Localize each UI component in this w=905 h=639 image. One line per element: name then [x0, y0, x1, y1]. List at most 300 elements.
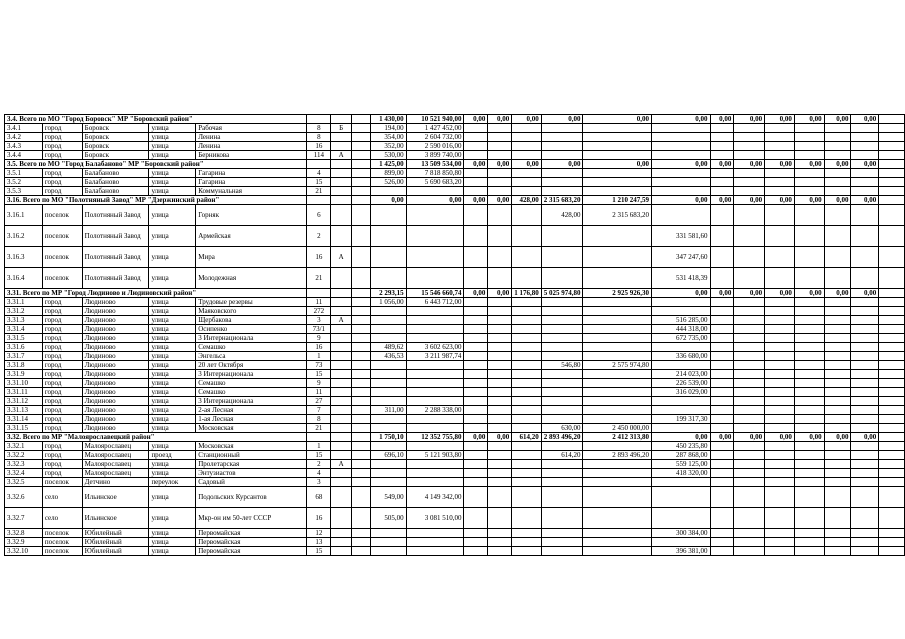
row-number: 3.31.5	[5, 334, 43, 343]
house-number: 15	[307, 547, 331, 556]
blank-cell	[352, 361, 371, 370]
letter-cell	[331, 196, 352, 205]
facade-cost: 3 081 510,00	[406, 508, 464, 529]
street-type: улица	[149, 169, 196, 178]
blank-cell	[352, 205, 371, 226]
street-name: Гагарина	[196, 169, 307, 178]
settlement-name: Ильинское	[82, 508, 149, 529]
blank-cell	[851, 538, 879, 547]
blank-cell	[851, 268, 879, 289]
blank-cell	[824, 247, 851, 268]
blank-cell	[851, 424, 879, 433]
roof-area	[541, 469, 583, 478]
settlement-type: город	[42, 442, 82, 451]
house-letter	[331, 397, 352, 406]
facade-cost	[406, 268, 464, 289]
blank-cell	[512, 397, 542, 406]
section-title: 3.31. Всего по МР "Город Людиново и Людиновский район"	[5, 289, 307, 298]
blank-cell	[488, 205, 512, 226]
blank-cell	[488, 379, 512, 388]
blank-cell	[512, 169, 542, 178]
house-letter: Б	[331, 124, 352, 133]
settlement-name: Боровск	[82, 133, 149, 142]
facade-cost: 2 604 732,00	[406, 133, 464, 142]
blank-cell	[879, 487, 905, 508]
facade-cost	[406, 529, 464, 538]
blank-cell	[734, 442, 765, 451]
facade-area	[370, 205, 406, 226]
street-name: Первомайская	[196, 529, 307, 538]
blank-cell	[794, 397, 824, 406]
blank-cell	[464, 478, 488, 487]
other-cost: 347 247,60	[651, 247, 710, 268]
blank-cell	[710, 469, 734, 478]
blank-cell	[851, 487, 879, 508]
blank-cell	[794, 424, 824, 433]
blank-cell	[794, 247, 824, 268]
blank-cell	[879, 169, 905, 178]
roof-cost	[583, 406, 652, 415]
total-value: 0,00	[710, 196, 734, 205]
total-value: 0,00	[765, 196, 795, 205]
row-number: 3.16.1	[5, 205, 43, 226]
facade-area	[370, 478, 406, 487]
register-rows	[5, 115, 905, 556]
settlement-type: город	[42, 325, 82, 334]
blank-cell	[765, 334, 795, 343]
blank-cell	[488, 187, 512, 196]
blank-cell	[765, 361, 795, 370]
total-value: 0,00	[734, 433, 765, 442]
address-row	[5, 460, 905, 469]
blank-cell	[352, 538, 371, 547]
blank-cell	[824, 538, 851, 547]
blank-cell	[824, 388, 851, 397]
blank-cell	[710, 529, 734, 538]
blank-cell	[512, 469, 542, 478]
blank-cell	[710, 379, 734, 388]
blank-cell	[794, 442, 824, 451]
street-name: 3 Интернационала	[196, 334, 307, 343]
row-number: 3.31.11	[5, 388, 43, 397]
settlement-name: Балабаново	[82, 169, 149, 178]
blank-cell	[512, 268, 542, 289]
row-number: 3.31.9	[5, 370, 43, 379]
blank-cell	[765, 247, 795, 268]
total-value: 0,00	[794, 196, 824, 205]
other-cost	[651, 307, 710, 316]
blank-cell	[710, 451, 734, 460]
blank-cell	[710, 151, 734, 160]
blank-cell	[352, 124, 371, 133]
row-number: 3.32.9	[5, 538, 43, 547]
total-value: 0,00	[765, 433, 795, 442]
street-type: проезд	[149, 451, 196, 460]
blank-cell	[794, 133, 824, 142]
facade-cost: 5 121 903,80	[406, 451, 464, 460]
total-value: 0,00	[734, 289, 765, 298]
blank-cell	[765, 142, 795, 151]
blank-cell	[824, 508, 851, 529]
blank-cell	[851, 469, 879, 478]
roof-area	[541, 397, 583, 406]
blank-cell	[464, 529, 488, 538]
blank-cell	[352, 433, 371, 442]
blank-cell	[352, 469, 371, 478]
address-row	[5, 352, 905, 361]
street-type: улица	[149, 379, 196, 388]
blank-cell	[879, 406, 905, 415]
house-letter	[331, 424, 352, 433]
address-row	[5, 307, 905, 316]
blank-cell	[879, 442, 905, 451]
settlement-type: город	[42, 316, 82, 325]
address-row	[5, 151, 905, 160]
blank-cell	[765, 268, 795, 289]
blank-cell	[488, 316, 512, 325]
facade-area: 311,00	[370, 406, 406, 415]
facade-area	[370, 529, 406, 538]
blank-cell	[512, 352, 542, 361]
blank-cell	[824, 406, 851, 415]
blank-cell	[464, 406, 488, 415]
street-name: Энтузиастов	[196, 469, 307, 478]
blank-cell	[794, 343, 824, 352]
blank-cell	[512, 307, 542, 316]
roof-area	[541, 406, 583, 415]
roof-area	[541, 370, 583, 379]
roof-cost	[583, 325, 652, 334]
facade-cost	[406, 370, 464, 379]
blank-cell	[824, 187, 851, 196]
total-value: 0,00	[512, 160, 542, 169]
settlement-type: город	[42, 343, 82, 352]
blank-cell	[851, 133, 879, 142]
other-cost: 516 285,00	[651, 316, 710, 325]
house-number: 8	[307, 415, 331, 424]
settlement-type: город	[42, 124, 82, 133]
street-name: Пролетарская	[196, 460, 307, 469]
blank-cell	[734, 247, 765, 268]
roof-cost	[583, 379, 652, 388]
total-value: 2 412 313,80	[583, 433, 652, 442]
facade-area	[370, 325, 406, 334]
facade-area	[370, 247, 406, 268]
total-value: 0,00	[651, 115, 710, 124]
blank-cell	[734, 352, 765, 361]
other-cost: 444 318,00	[651, 325, 710, 334]
blank-cell	[794, 178, 824, 187]
blank-cell	[765, 307, 795, 316]
total-value: 0,00	[734, 160, 765, 169]
house-number: 1	[307, 352, 331, 361]
house-number: 15	[307, 370, 331, 379]
blank-cell	[512, 124, 542, 133]
blank-cell	[488, 406, 512, 415]
street-name: Энгельса	[196, 352, 307, 361]
row-number: 3.4.3	[5, 142, 43, 151]
blank-cell	[512, 343, 542, 352]
blank-cell	[710, 424, 734, 433]
total-value: 428,00	[512, 196, 542, 205]
blank-cell	[464, 343, 488, 352]
facade-area: 505,00	[370, 508, 406, 529]
blank-cell	[794, 352, 824, 361]
total-cost: 12 352 755,80	[406, 433, 464, 442]
blank-cell	[512, 379, 542, 388]
street-type: улица	[149, 529, 196, 538]
blank-cell	[879, 469, 905, 478]
blank-cell	[734, 187, 765, 196]
blank-cell	[512, 547, 542, 556]
street-type: улица	[149, 142, 196, 151]
address-row	[5, 478, 905, 487]
blank-cell	[352, 547, 371, 556]
blank-cell	[710, 388, 734, 397]
roof-area	[541, 529, 583, 538]
other-cost	[651, 478, 710, 487]
total-cost: 15 546 660,74	[406, 289, 464, 298]
blank-cell	[879, 370, 905, 379]
house-number: 4	[307, 169, 331, 178]
street-name: Ленина	[196, 133, 307, 142]
street-name: Первомайская	[196, 547, 307, 556]
blank-cell	[851, 451, 879, 460]
blank-cell	[734, 397, 765, 406]
street-type: улица	[149, 268, 196, 289]
house-number: 272	[307, 307, 331, 316]
blank-cell	[512, 226, 542, 247]
roof-cost	[583, 187, 652, 196]
house-number: 3	[307, 316, 331, 325]
roof-cost	[583, 334, 652, 343]
blank-cell	[352, 388, 371, 397]
blank-cell	[464, 361, 488, 370]
blank-cell	[710, 547, 734, 556]
facade-cost: 3 211 987,74	[406, 352, 464, 361]
total-value: 0,00	[765, 115, 795, 124]
blank-cell	[879, 226, 905, 247]
blank-cell	[734, 316, 765, 325]
roof-area	[541, 388, 583, 397]
blank-cell	[710, 169, 734, 178]
settlement-type: город	[42, 307, 82, 316]
blank-cell	[488, 298, 512, 307]
blank-cell	[879, 151, 905, 160]
settlement-type: поселок	[42, 478, 82, 487]
section-title: 3.4. Всего по МО "Город Боровск" МР "Боровский район"	[5, 115, 307, 124]
other-cost	[651, 124, 710, 133]
house-cell	[307, 433, 331, 442]
facade-area	[370, 388, 406, 397]
blank-cell	[765, 379, 795, 388]
settlement-name: Людиново	[82, 388, 149, 397]
total-area: 1 430,00	[370, 115, 406, 124]
blank-cell	[794, 370, 824, 379]
roof-area	[541, 325, 583, 334]
house-letter	[331, 487, 352, 508]
blank-cell	[464, 226, 488, 247]
settlement-name: Людиново	[82, 334, 149, 343]
other-cost	[651, 397, 710, 406]
blank-cell	[512, 451, 542, 460]
roof-area	[541, 187, 583, 196]
blank-cell	[824, 370, 851, 379]
total-cost: 13 509 534,00	[406, 160, 464, 169]
blank-cell	[879, 352, 905, 361]
roof-cost	[583, 298, 652, 307]
blank-cell	[464, 334, 488, 343]
blank-cell	[710, 247, 734, 268]
house-number: 114	[307, 151, 331, 160]
blank-cell	[765, 298, 795, 307]
blank-cell	[488, 388, 512, 397]
street-type: улица	[149, 538, 196, 547]
house-number: 8	[307, 133, 331, 142]
settlement-name: Юбилейный	[82, 538, 149, 547]
settlement-type: город	[42, 451, 82, 460]
blank-cell	[851, 547, 879, 556]
address-row	[5, 316, 905, 325]
blank-cell	[824, 334, 851, 343]
blank-cell	[879, 325, 905, 334]
blank-cell	[879, 268, 905, 289]
blank-cell	[765, 226, 795, 247]
settlement-name: Боровск	[82, 151, 149, 160]
blank-cell	[879, 538, 905, 547]
blank-cell	[710, 142, 734, 151]
row-number: 3.16.4	[5, 268, 43, 289]
street-type: улица	[149, 361, 196, 370]
blank-cell	[824, 442, 851, 451]
roof-area	[541, 352, 583, 361]
blank-cell	[794, 334, 824, 343]
blank-cell	[765, 538, 795, 547]
street-name: Щербакова	[196, 316, 307, 325]
blank-cell	[879, 316, 905, 325]
settlement-name: Людиново	[82, 406, 149, 415]
facade-cost	[406, 334, 464, 343]
blank-cell	[512, 478, 542, 487]
settlement-type: город	[42, 406, 82, 415]
other-cost	[651, 424, 710, 433]
settlement-name: Людиново	[82, 352, 149, 361]
blank-cell	[794, 298, 824, 307]
blank-cell	[488, 325, 512, 334]
blank-cell	[734, 406, 765, 415]
settlement-type: город	[42, 370, 82, 379]
blank-cell	[710, 361, 734, 370]
blank-cell	[512, 133, 542, 142]
blank-cell	[824, 142, 851, 151]
total-value: 614,20	[512, 433, 542, 442]
blank-cell	[464, 469, 488, 478]
blank-cell	[824, 226, 851, 247]
blank-cell	[488, 352, 512, 361]
blank-cell	[512, 415, 542, 424]
other-cost	[651, 151, 710, 160]
register-sheet	[4, 114, 905, 556]
house-number: 15	[307, 451, 331, 460]
total-value: 0,00	[710, 289, 734, 298]
roof-area	[541, 178, 583, 187]
blank-cell	[710, 124, 734, 133]
blank-cell	[824, 379, 851, 388]
street-type: улица	[149, 508, 196, 529]
total-value: 5 025 974,80	[541, 289, 583, 298]
street-type: улица	[149, 316, 196, 325]
house-letter	[331, 205, 352, 226]
total-value: 0,00	[651, 196, 710, 205]
row-number: 3.32.2	[5, 451, 43, 460]
blank-cell	[824, 397, 851, 406]
facade-cost	[406, 316, 464, 325]
total-value: 0,00	[464, 160, 488, 169]
blank-cell	[734, 142, 765, 151]
facade-area	[370, 442, 406, 451]
house-number: 8	[307, 124, 331, 133]
total-value: 0,00	[710, 160, 734, 169]
blank-cell	[824, 460, 851, 469]
roof-area	[541, 124, 583, 133]
house-letter	[331, 142, 352, 151]
blank-cell	[710, 508, 734, 529]
roof-cost	[583, 124, 652, 133]
facade-area: 354,00	[370, 133, 406, 142]
address-row	[5, 178, 905, 187]
blank-cell	[464, 547, 488, 556]
blank-cell	[765, 169, 795, 178]
blank-cell	[734, 451, 765, 460]
street-type: улица	[149, 247, 196, 268]
blank-cell	[765, 406, 795, 415]
street-name: 3 Интернационала	[196, 370, 307, 379]
house-letter	[331, 451, 352, 460]
street-name: 3 Интернационала	[196, 397, 307, 406]
blank-cell	[765, 397, 795, 406]
other-cost: 672 735,00	[651, 334, 710, 343]
other-cost	[651, 508, 710, 529]
blank-cell	[879, 196, 905, 205]
house-letter: А	[331, 460, 352, 469]
roof-area	[541, 247, 583, 268]
house-number: 6	[307, 205, 331, 226]
house-number: 73	[307, 361, 331, 370]
blank-cell	[352, 460, 371, 469]
house-letter	[331, 268, 352, 289]
blank-cell	[851, 397, 879, 406]
row-number: 3.5.2	[5, 178, 43, 187]
blank-cell	[464, 325, 488, 334]
house-cell	[307, 115, 331, 124]
blank-cell	[851, 460, 879, 469]
blank-cell	[824, 205, 851, 226]
blank-cell	[352, 529, 371, 538]
blank-cell	[734, 478, 765, 487]
blank-cell	[851, 478, 879, 487]
blank-cell	[352, 187, 371, 196]
other-cost	[651, 187, 710, 196]
blank-cell	[734, 151, 765, 160]
blank-cell	[352, 508, 371, 529]
blank-cell	[488, 268, 512, 289]
total-value: 2 893 496,20	[541, 433, 583, 442]
blank-cell	[352, 316, 371, 325]
roof-cost: 2 893 496,20	[583, 451, 652, 460]
address-row	[5, 343, 905, 352]
roof-cost	[583, 151, 652, 160]
total-value: 0,00	[794, 160, 824, 169]
